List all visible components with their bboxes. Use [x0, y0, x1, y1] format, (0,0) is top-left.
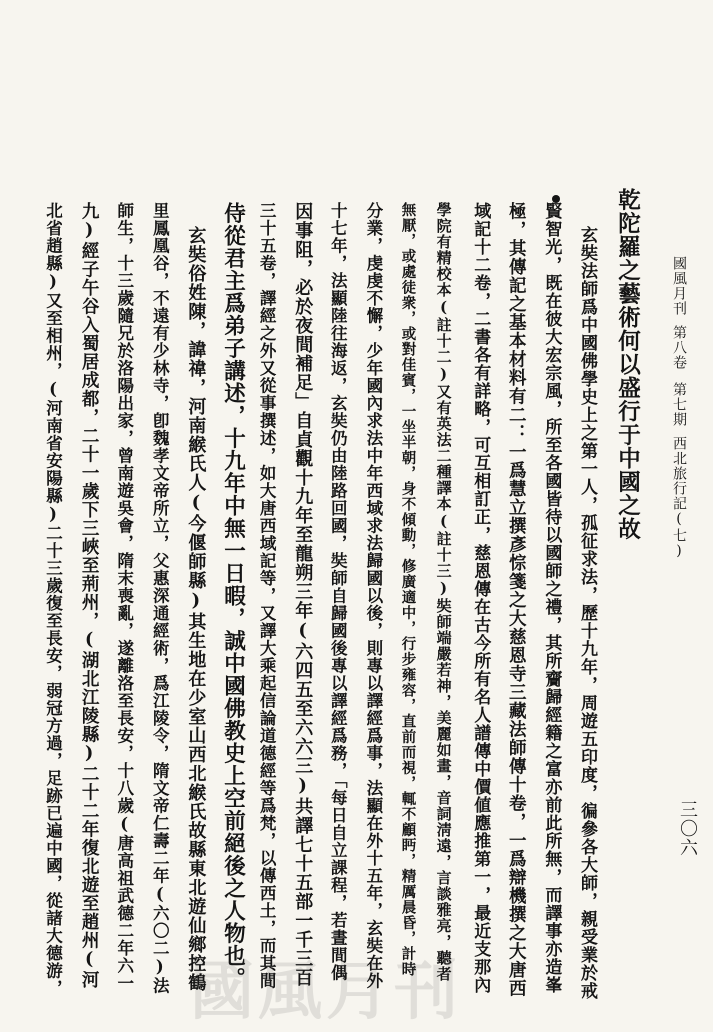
text-column: 因事阻，必於夜間補足」自貞觀十九年至龍朔三年(六四五至六六三)共譯七十五部一千三百	[292, 202, 314, 987]
journal-name: 國風月刊	[671, 256, 687, 316]
page-number: 三〇六	[677, 800, 698, 857]
text-column: 分業，虔虔不懈，少年國內求法中年西域求法歸國以後，則專以譯經爲事，法顯在外十五年，玄奘在外	[363, 202, 383, 990]
issue-label: 第七期	[671, 382, 687, 427]
article-title: 西北旅行記(七)	[671, 436, 687, 560]
text-column: 賢智光，既在彼大宏宗風，所至各國皆待以國師之禮，其所齎歸經籍之富亦前此所無，而譯事亦造峯	[541, 202, 562, 994]
text-column: 九)經子午谷入蜀居成都，二十一歲下三峽至荊州，(湖北江陵縣)二十二年復北遊至趙州(河	[79, 202, 100, 989]
text-column: 十七年，法顯陸往海返，玄奘仍由陸路回國，奘師自歸國後專以譯經爲務，「每日自立課程，若晝間偶	[328, 202, 348, 982]
text-column: 三十五卷，譯經之外又從事撰述，如大唐西域記等，又譯大乘起信論道德經等爲梵，以傳西土，而其間	[257, 202, 277, 990]
text-column: 玄奘俗姓陳，諱禕，河南緱氏人(今偃師縣)其生地在少室山西北緱氏故縣東北遊仙鄉控鶴	[185, 226, 207, 992]
section-heading: 乾陀羅之藝術何以盛行于中國之故	[614, 188, 641, 541]
text-column: 無厭，或處徒衆，或對佳賓，一坐半朝，身不傾動，修廣適中，行步雍容，直前而視，輒不顧眄，精厲晨昏，計時	[399, 202, 417, 977]
text-column: 學院有精校本(註十二)又有英法二種譯本(註十三)奘師端嚴若神，美麗如畫，音詞淸遠，言談雅亮，聽者	[434, 202, 453, 982]
text-column: 侍從君主爲弟子講述，十九年中無一日暇，誠中國佛教史上空前絕後之人物也。	[220, 202, 246, 990]
watermark: 國風月刊	[190, 954, 462, 1029]
text-column: 師生，十三歲隨兄於洛陽出家，曾南遊吳會，隋末喪亂，遂離洛至長安，十八歲(唐高祖武德二年六一	[114, 202, 134, 992]
text-column: 極，其傳記之基本材料有二：一爲慧立撰彥悰箋之大慈恩寺三藏法師傳十卷，一爲辯機撰之大唐西	[506, 202, 527, 998]
text-column: 北省趙縣)又至相州，(河南省安陽縣)二十三歲復至長安，弱冠方過，足跡已遍中國，從諸大德游，	[43, 202, 63, 997]
volume-label: 第八卷	[671, 325, 687, 370]
text-column: 域記十二卷，二書各有詳略，可互相訂正，慈恩傳在古今所有名人譜傳中價値應推第一，最近支那內	[470, 202, 491, 994]
text-column: 里鳳凰谷，不遠有少林寺，卽魏孝文帝所立，父惠深通經術，爲江陵令，隋文帝仁壽二年(六〇二)法	[150, 202, 170, 995]
text-column: 玄奘法師爲中國佛學史上之第一人，孤征求法，歷十九年，周遊五印度，徧參各大師，親受業於戒	[577, 226, 597, 1000]
